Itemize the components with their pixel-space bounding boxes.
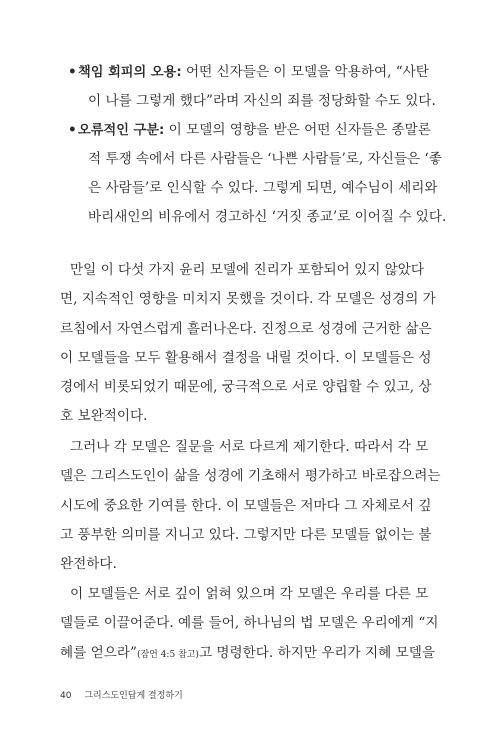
bullet-line: 이 나를 그렇게 했다”라며 자신의 죄를 정당화할 수도 있다.: [88, 93, 436, 109]
bullet-dot: •: [68, 64, 77, 80]
body-paragraph: [60, 433, 440, 579]
scripture-reference: (잠언 4:5 참고): [136, 649, 199, 660]
bullet-line: [78, 58, 430, 87]
page-footer: [60, 688, 183, 701]
paragraph-line: [60, 639, 440, 670]
paragraph-line: 이 모델들은 서로 깊이 얽혀 있으며 각 모델은 우리를 다른 모: [70, 586, 429, 602]
bullet-line: 은 사람들’로 인식할 수 있다. 그렇게 되면, 예수님이 세리와: [88, 180, 438, 196]
bullet-line: 적 투쟁 속에서 다른 사람들은 ‘나쁜 사람들’로, 자신들은 ‘좋: [88, 151, 442, 167]
paragraph-text: 고 명령한다. 하지만 우리가 지혜 모델을: [198, 644, 435, 661]
paragraph-line: 만일 이 다섯 가지 윤리 모델에 진리가 포함되어 있지 않았다: [70, 262, 425, 278]
paragraph-line: 시도에 중요한 기여를 한다. 이 모델들은 저마다 그 자체로서 깊: [60, 497, 432, 514]
paragraph-line: 그러나 각 모델은 질문을 서로 다르게 제기한다. 따라서 각 모: [70, 439, 429, 455]
bullet-line: [78, 116, 430, 145]
bullet-text: 이 모델의 영향을 받은 어떤 신자들은 종말론: [164, 122, 431, 138]
paragraph-line: 이 모델들을 모두 활용해서 결정을 내릴 것이다. 이 모델들은 성: [60, 349, 432, 366]
paragraph-line: 고 풍부한 의미를 지니고 있다. 그렇지만 다른 모델들 없이는 불: [60, 526, 432, 543]
page-number: 40: [60, 691, 72, 701]
bullet-line: 바리새인의 비유에서 경고하신 ‘거짓 종교’로 이어질 수 있다.: [88, 209, 447, 225]
bullet-term: 오류적인 구분:: [78, 123, 165, 138]
bullet-dot: •: [68, 122, 77, 138]
paragraph-text: 혜를 얻으라”: [60, 644, 137, 661]
paragraph-line: 델들로 이끌어준다. 예를 들어, 하나님의 법 모델은 우리에게 “지: [60, 615, 439, 632]
paragraph-line: 델은 그리스도인이 삶을 성경에 기초해서 평가하고 바로잡으려는: [60, 468, 441, 485]
bullet-item-responsibility: [68, 58, 436, 116]
body-paragraph: [60, 256, 440, 432]
bullet-text: 어떤 신자들은 이 모델을 악용하여, “사탄: [181, 64, 429, 80]
paragraph-line: 완전하다.: [60, 556, 117, 573]
running-title: 그리스도인답게 결정하기: [84, 691, 183, 701]
bullet-item-distinction: [68, 116, 447, 232]
paragraph-line: 호 보완적이다.: [60, 408, 148, 425]
bullet-term: 책임 회피의 오용:: [78, 65, 182, 80]
paragraph-line: 르침에서 자연스럽게 흘러나온다. 진정으로 성경에 근거한 삶은: [60, 320, 432, 337]
body-paragraph: [60, 580, 440, 670]
paragraph-line: 경에서 비롯되었기 때문에, 궁극적으로 서로 양립할 수 있고, 상: [60, 379, 432, 396]
paragraph-line: 면, 지속적인 영향을 미치지 못했을 것이다. 각 모델은 성경의 가: [60, 291, 436, 308]
